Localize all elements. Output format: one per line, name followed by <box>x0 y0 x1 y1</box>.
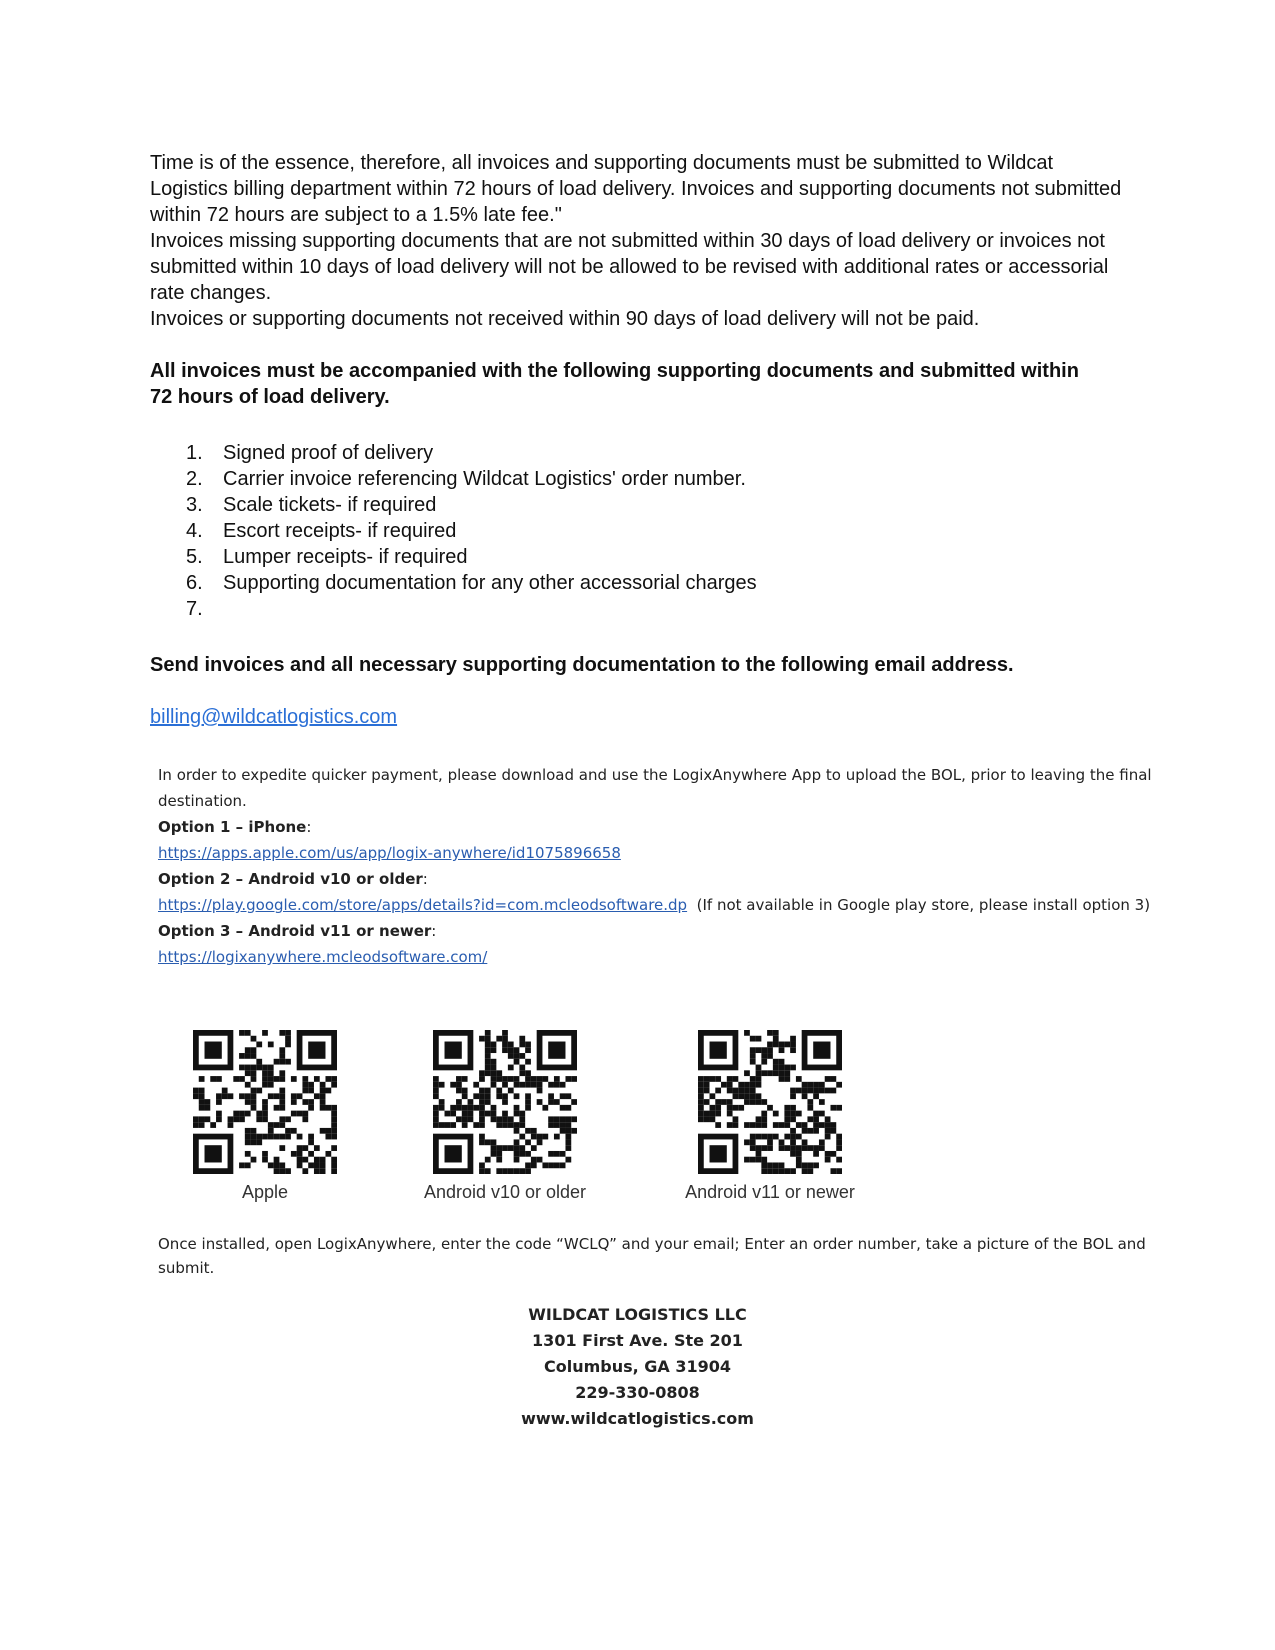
qr-android-old <box>405 1030 605 1203</box>
list-item <box>186 596 757 622</box>
list-text: Supporting documentation for any other accessorial charges <box>223 572 757 594</box>
option2-label: Option 2 – Android v10 or older <box>158 870 423 888</box>
company-name: WILDCAT LOGISTICS LLC <box>528 1305 747 1324</box>
company-address-line1: 1301 First Ave. Ste 201 <box>532 1331 743 1350</box>
list-text: Escort receipts- if required <box>223 520 457 542</box>
billing-email-link[interactable]: billing@wildcatlogistics.com <box>150 706 398 728</box>
list-text: Signed proof of delivery <box>223 442 434 464</box>
list-item <box>186 440 757 466</box>
company-website: www.wildcatlogistics.com <box>521 1409 754 1428</box>
qr-code-icon <box>698 1030 842 1174</box>
send-heading: Send invoices and all necessary supporting documentation to the following email address. <box>150 654 1014 676</box>
list-item <box>186 544 757 570</box>
revision-paragraph: Invoices missing supporting documents that are not submitted within 30 days of load delivery or invoices not submitted within 10 days of load delivery will not be allowed to be revised with additional rates or accessorial rate changes. <box>150 230 1109 304</box>
list-item <box>186 570 757 596</box>
company-address-line2: Columbus, GA 31904 <box>543 1357 732 1376</box>
qr-caption: Apple <box>241 1182 289 1202</box>
option1-label: Option 1 – iPhone <box>158 818 307 836</box>
company-footer <box>0 1302 1275 1432</box>
option2-link[interactable]: https://play.google.com/store/apps/details?id=com.mcleodsoftware.dp <box>158 896 688 914</box>
qr-code-icon <box>193 1030 337 1174</box>
option3-label: Option 3 – Android v11 or newer <box>158 922 432 940</box>
nonpayment-paragraph: Invoices or supporting documents not received within 90 days of load delivery will not be paid. <box>150 308 980 330</box>
app-instructions: In order to expedite quicker payment, please download and use the LogixAnywhere App to upload the BOL, prior to leaving the final destination. Option 1 – iPhone: https://apps.apple.com/us/app/logix-anywhere/id1075896658 Option 2 – Android v10 or older: https://play.google.com/store/apps/details?id=com.mcleodsoftware.dp (If not available in Google play store, please install option 3) Option 3 – Android v11 or newer: https://logixanywhere.mcleodsoftware.com/ <box>158 762 1158 970</box>
late-fee-paragraph: Time is of the essence, therefore, all invoices and supporting documents must be submitted to Wildcat Logistics billing department within 72 hours of load delivery. Invoices and supporting documents not submitted within 72 hours are subject to a 1.5% late fee." <box>150 152 1122 226</box>
list-number: 1. <box>186 442 203 464</box>
list-item <box>186 492 757 518</box>
list-number: 2. <box>186 468 203 490</box>
list-number: 4. <box>186 520 203 542</box>
list-number: 6. <box>186 572 203 594</box>
intro-section <box>150 150 1130 332</box>
qr-android-new <box>670 1030 870 1203</box>
install-note: Once installed, open LogixAnywhere, enter the code “WCLQ” and your email; Enter an order number, take a picture of the BOL and submit. <box>158 1235 1146 1277</box>
qr-apple <box>190 1030 340 1203</box>
app-intro: In order to expedite quicker payment, please download and use the LogixAnywhere App to upload the BOL, prior to leaving the final destination. <box>158 766 1152 810</box>
list-number: 7. <box>186 598 203 620</box>
qr-code-icon <box>433 1030 577 1174</box>
qr-caption: Android v11 or newer <box>685 1182 855 1202</box>
list-text: Carrier invoice referencing Wildcat Logistics' order number. <box>223 468 746 490</box>
list-item <box>186 466 757 492</box>
option3-link[interactable]: https://logixanywhere.mcleodsoftware.com/ <box>158 948 488 966</box>
list-number: 3. <box>186 494 203 516</box>
company-phone: 229-330-0808 <box>575 1383 700 1402</box>
qr-caption: Android v10 or older <box>423 1182 587 1202</box>
option2-note: (If not available in Google play store, please install option 3) <box>696 896 1151 914</box>
requirements-list <box>186 440 757 622</box>
list-text: Lumper receipts- if required <box>223 546 468 568</box>
list-text: Scale tickets- if required <box>223 494 437 516</box>
list-item <box>186 518 757 544</box>
requirements-heading: All invoices must be accompanied with the following supporting documents and submitted within 72 hours of load delivery. <box>150 360 1079 408</box>
option1-link[interactable]: https://apps.apple.com/us/app/logix-anywhere/id1075896658 <box>158 844 621 862</box>
list-number: 5. <box>186 546 203 568</box>
